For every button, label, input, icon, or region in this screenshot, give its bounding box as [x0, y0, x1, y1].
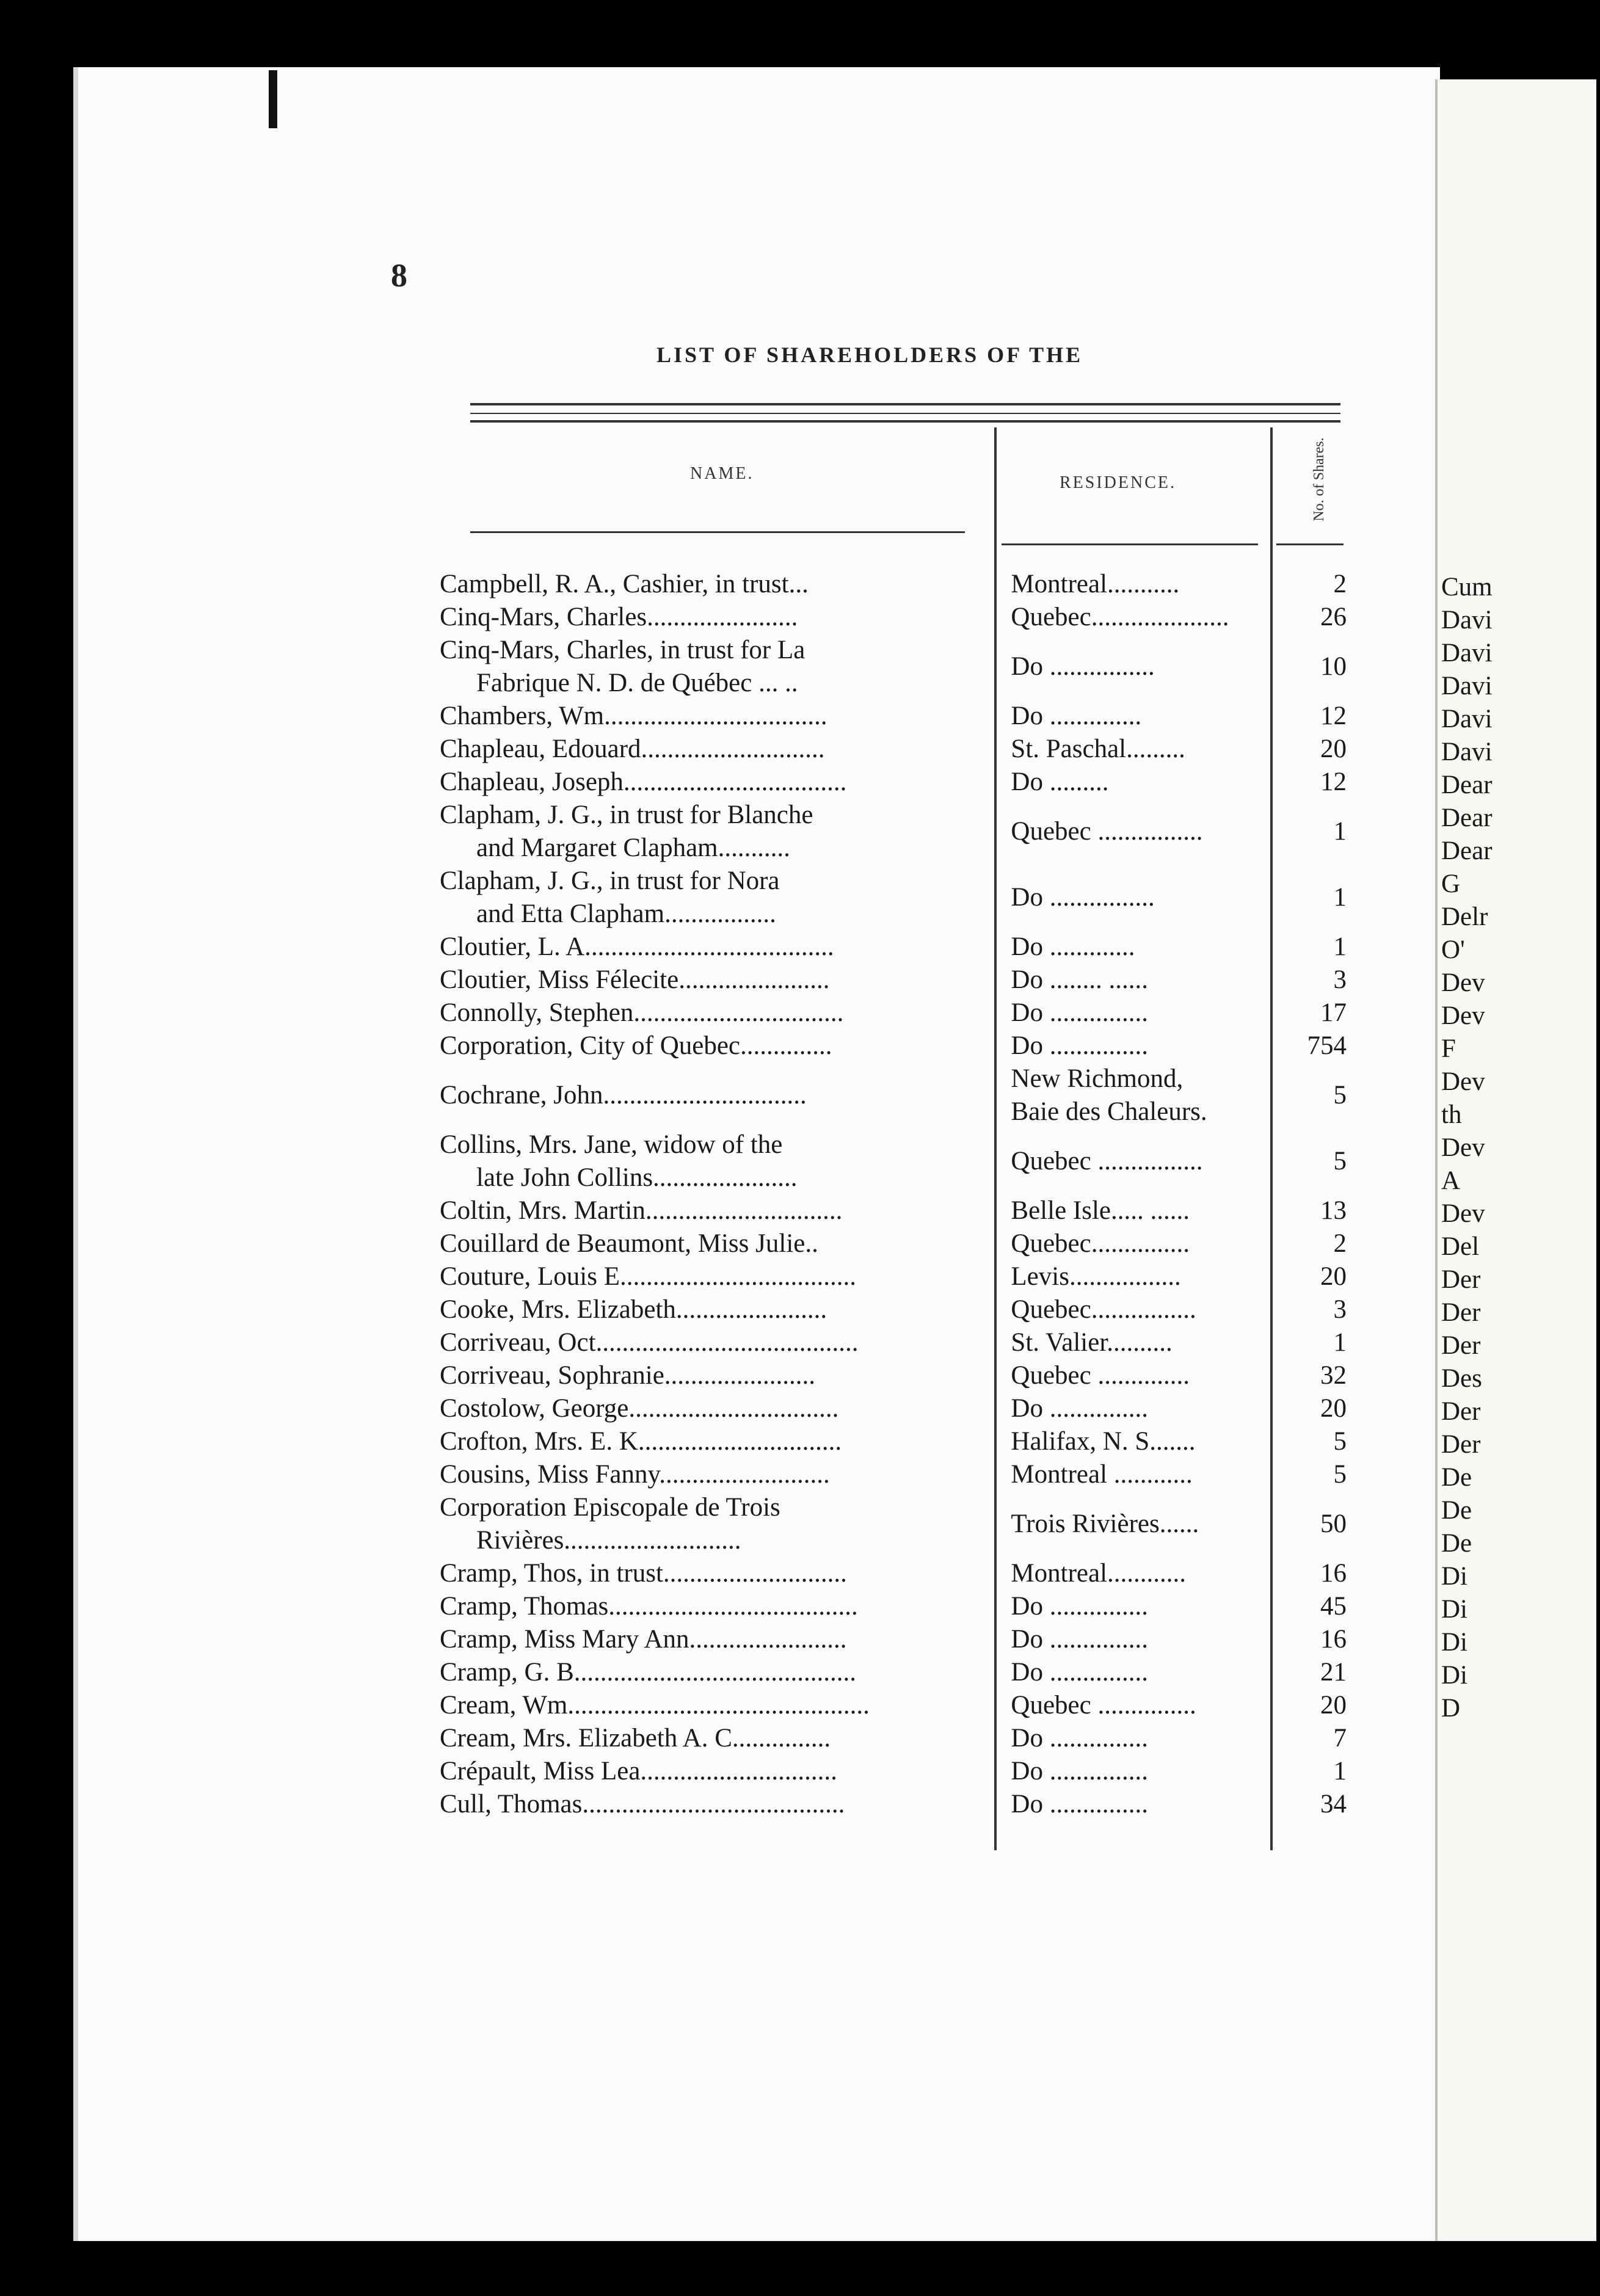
- next-page-fragment: Des: [1441, 1364, 1482, 1393]
- share-count: 5: [1333, 1147, 1347, 1175]
- next-page-fragment: Davi: [1441, 639, 1493, 667]
- share-count: 17: [1320, 998, 1347, 1027]
- residence-line: Do ...............: [1011, 1625, 1148, 1654]
- shareholder-residence: [998, 1260, 1284, 1293]
- shareholder-name: [440, 1458, 998, 1491]
- share-count: 26: [1320, 603, 1347, 631]
- name-line: Clapham, J. G., in trust for Nora: [440, 866, 780, 895]
- name-line: Corriveau, Sophranie.......................: [440, 1361, 816, 1390]
- table-row: [440, 1425, 1347, 1458]
- table-row: [440, 964, 1347, 997]
- shareholder-name: [440, 1359, 998, 1392]
- shareholder-name: [440, 1491, 998, 1557]
- shareholder-name: [440, 766, 998, 799]
- next-page-fragment: Der: [1441, 1298, 1481, 1327]
- residence-line: Do ........ ......: [1011, 965, 1148, 994]
- residence-line: Do ................: [1011, 883, 1155, 912]
- next-page-fragment: Cum: [1441, 573, 1493, 601]
- name-line: Cinq-Mars, Charles, in trust for La: [440, 636, 805, 664]
- next-page-fragment: De: [1441, 1529, 1472, 1558]
- table-row: [440, 634, 1347, 700]
- next-page-fragment: Dev: [1441, 968, 1485, 997]
- table-row: [440, 733, 1347, 766]
- next-page-fragment: F: [1441, 1034, 1456, 1063]
- table-row: [440, 1656, 1347, 1689]
- shareholder-name: [440, 1128, 998, 1194]
- shareholder-name: [440, 1557, 998, 1590]
- residence-line: St. Valier..........: [1011, 1328, 1173, 1357]
- share-count: 20: [1320, 735, 1347, 763]
- residence-line: Quebec ................: [1011, 817, 1203, 846]
- share-count: 21: [1320, 1658, 1347, 1687]
- next-page-fragment: De: [1441, 1496, 1472, 1525]
- name-line: Coltin, Mrs. Martin..............................: [440, 1196, 843, 1225]
- next-page-fragment: Der: [1441, 1397, 1481, 1426]
- name-line: Cramp, Thos, in trust............................: [440, 1559, 847, 1588]
- next-page-fragment: Davi: [1441, 738, 1493, 766]
- residence-line: Do ...............: [1011, 1790, 1148, 1818]
- next-page-fragment: Der: [1441, 1430, 1481, 1459]
- residence-header: RESIDENCE.: [1060, 473, 1176, 492]
- table-row: [440, 601, 1347, 634]
- shareholder-name: [440, 931, 998, 964]
- share-count: 50: [1320, 1509, 1347, 1538]
- shareholder-name: [440, 1590, 998, 1623]
- table-row: [440, 1788, 1347, 1821]
- name-line: Couillard de Beaumont, Miss Julie..: [440, 1229, 818, 1258]
- next-page-fragment: Di: [1441, 1595, 1467, 1624]
- shareholder-residence: [998, 634, 1284, 700]
- shareholder-name: [440, 1293, 998, 1326]
- shareholder-name: [440, 1063, 998, 1128]
- name-line: and Margaret Clapham...........: [476, 834, 790, 862]
- table-row: [440, 700, 1347, 733]
- shareholder-residence: [998, 1293, 1284, 1326]
- table-row: [440, 1590, 1347, 1623]
- residence-line: Do .........: [1011, 768, 1109, 796]
- top-rule-3: [470, 420, 1340, 423]
- shareholder-residence: [998, 1590, 1284, 1623]
- ink-mark: [269, 70, 277, 128]
- share-count: 16: [1320, 1559, 1347, 1588]
- table-row: [440, 1557, 1347, 1590]
- shareholder-residence: [998, 1722, 1284, 1755]
- name-line: Cramp, Thomas......................................: [440, 1592, 858, 1621]
- share-count: 45: [1320, 1592, 1347, 1621]
- shareholder-name: [440, 1623, 998, 1656]
- name-line: Chambers, Wm..................................: [440, 702, 827, 730]
- shareholder-residence: [998, 1030, 1284, 1063]
- shareholder-residence: [998, 1326, 1284, 1359]
- shareholder-residence: [998, 1128, 1284, 1194]
- name-line: Chapleau, Joseph..................................: [440, 768, 847, 796]
- shareholder-residence: [998, 766, 1284, 799]
- name-line: Cloutier, L. A......................................: [440, 932, 834, 961]
- next-page-fragment: Davi: [1441, 606, 1493, 634]
- next-page-fragment: O': [1441, 935, 1465, 964]
- residence-line: Do ...............: [1011, 1757, 1148, 1786]
- next-page-fragment: A: [1441, 1166, 1461, 1195]
- residence-line: Do .............: [1011, 932, 1135, 961]
- next-page-fragment: Di: [1441, 1661, 1467, 1690]
- shareholder-residence: [998, 1788, 1284, 1821]
- shareholder-name: [440, 1260, 998, 1293]
- residence-line: Quebec ...............: [1011, 1691, 1196, 1720]
- table-row: [440, 1359, 1347, 1392]
- shareholder-name: [440, 1656, 998, 1689]
- next-page-fragment: Dev: [1441, 1133, 1485, 1162]
- table-row: [440, 1128, 1347, 1194]
- name-line: Couture, Louis E....................................: [440, 1262, 856, 1291]
- next-page-fragment: Dev: [1441, 1067, 1485, 1096]
- name-line: Cloutier, Miss Félecite.......................: [440, 965, 830, 994]
- next-page-fragment: Dev: [1441, 1199, 1485, 1228]
- table-row: [440, 1063, 1347, 1128]
- residence-line: Do ...............: [1011, 1658, 1148, 1687]
- shareholder-name: [440, 1194, 998, 1227]
- table-row: [440, 1689, 1347, 1722]
- table-row: [440, 1623, 1347, 1656]
- shareholder-residence: [998, 964, 1284, 997]
- next-page-fragment: De: [1441, 1463, 1472, 1492]
- next-page-column: [1441, 571, 1493, 1725]
- shareholder-name: [440, 1755, 998, 1788]
- residence-line: Do ...............: [1011, 998, 1148, 1027]
- name-line: Cramp, Miss Mary Ann........................: [440, 1625, 847, 1654]
- name-line: Cinq-Mars, Charles.......................: [440, 603, 798, 631]
- shareholder-name: [440, 634, 998, 700]
- share-count: 1: [1333, 817, 1347, 846]
- share-count: 7: [1333, 1724, 1347, 1753]
- name-line: late John Collins......................: [476, 1163, 798, 1192]
- next-page-fragment: Davi: [1441, 672, 1493, 700]
- running-title: LIST OF SHAREHOLDERS OF THE: [656, 343, 1083, 367]
- residence-line: Quebec ..............: [1011, 1361, 1190, 1390]
- shareholder-residence: [998, 601, 1284, 634]
- next-page-fragment: D: [1441, 1694, 1461, 1723]
- share-count: 5: [1333, 1427, 1347, 1456]
- header-rule: [470, 531, 965, 533]
- header-rule: [1276, 543, 1344, 545]
- next-page-fragment: Dev: [1441, 1001, 1485, 1030]
- share-count: 34: [1320, 1790, 1347, 1818]
- residence-line: Do ...............: [1011, 1592, 1148, 1621]
- shareholder-name: [440, 1227, 998, 1260]
- share-count: 13: [1320, 1196, 1347, 1225]
- residence-line: New Richmond,: [1011, 1064, 1184, 1093]
- shareholder-name: [440, 1326, 998, 1359]
- shareholder-name: [440, 1392, 998, 1425]
- table-row: [440, 1030, 1347, 1063]
- share-count: 12: [1320, 768, 1347, 796]
- shareholder-name: [440, 1425, 998, 1458]
- name-line: Collins, Mrs. Jane, widow of the: [440, 1130, 783, 1159]
- shareholder-residence: [998, 1063, 1284, 1128]
- table-row: [440, 931, 1347, 964]
- shareholder-name: [440, 964, 998, 997]
- next-page-fragment: Davi: [1441, 705, 1493, 733]
- page-number: 8: [391, 257, 407, 294]
- shareholder-residence: [998, 733, 1284, 766]
- share-count: 32: [1320, 1361, 1347, 1390]
- next-page-fragment: Di: [1441, 1628, 1467, 1657]
- shareholder-name: [440, 997, 998, 1030]
- shareholder-name: [440, 568, 998, 601]
- name-header: NAME.: [690, 464, 754, 483]
- residence-line: Quebec...............: [1011, 1229, 1190, 1258]
- share-count: 20: [1320, 1691, 1347, 1720]
- name-line: Crépault, Miss Lea..............................: [440, 1757, 837, 1786]
- shareholder-name: [440, 799, 998, 865]
- residence-line: Trois Rivières......: [1011, 1509, 1199, 1538]
- share-count: 10: [1320, 652, 1347, 681]
- shares-header: No. of Shares.: [1311, 437, 1327, 521]
- next-page-fragment: Dear: [1441, 804, 1493, 832]
- next-page-fragment: th: [1441, 1100, 1462, 1129]
- share-count: 2: [1333, 570, 1347, 598]
- table-row: [440, 1194, 1347, 1227]
- table-row: [440, 1227, 1347, 1260]
- table-row: [440, 1722, 1347, 1755]
- shareholder-name: [440, 1722, 998, 1755]
- top-rule-2: [470, 413, 1340, 414]
- name-line: Corporation Episcopale de Trois: [440, 1493, 780, 1522]
- next-page-fragment: Delr: [1441, 903, 1488, 931]
- next-page-fragment: Di: [1441, 1562, 1467, 1591]
- share-count: 3: [1333, 965, 1347, 994]
- table-row: [440, 997, 1347, 1030]
- residence-line: Do ...............: [1011, 1394, 1148, 1423]
- shareholder-residence: [998, 1491, 1284, 1557]
- name-line: Rivières...........................: [476, 1526, 741, 1555]
- next-page-fragment: G: [1441, 870, 1461, 898]
- share-count: 1: [1333, 932, 1347, 961]
- name-line: Crofton, Mrs. E. K...............................: [440, 1427, 842, 1456]
- table-row: [440, 1458, 1347, 1491]
- next-page-fragment: Der: [1441, 1265, 1481, 1294]
- name-line: Clapham, J. G., in trust for Blanche: [440, 801, 813, 829]
- shareholder-name: [440, 601, 998, 634]
- shareholder-residence: [998, 1458, 1284, 1491]
- shareholder-name: [440, 733, 998, 766]
- residence-line: St. Paschal.........: [1011, 735, 1185, 763]
- share-count: 1: [1333, 1328, 1347, 1357]
- name-line: Cull, Thomas........................................: [440, 1790, 845, 1818]
- name-line: Corriveau, Oct........................................: [440, 1328, 859, 1357]
- name-line: Chapleau, Edouard............................: [440, 735, 825, 763]
- name-line: Cochrane, John...............................: [440, 1081, 807, 1110]
- table-row: [440, 1293, 1347, 1326]
- name-line: Corporation, City of Quebec..............: [440, 1031, 832, 1060]
- shareholder-residence: [998, 700, 1284, 733]
- name-line: and Etta Clapham.................: [476, 899, 776, 928]
- residence-line: Montreal...........: [1011, 570, 1180, 598]
- name-line: Costolow, George................................: [440, 1394, 839, 1423]
- header-rule: [1002, 543, 1258, 545]
- name-line: Cramp, G. B...........................................: [440, 1658, 857, 1687]
- name-line: Cousins, Miss Fanny..........................: [440, 1460, 830, 1489]
- residence-line: Do ...............: [1011, 1031, 1148, 1060]
- share-count: 754: [1307, 1031, 1347, 1060]
- shareholder-name: [440, 1788, 998, 1821]
- share-count: 3: [1333, 1295, 1347, 1324]
- shareholder-residence: [998, 1425, 1284, 1458]
- shareholder-residence: [998, 1656, 1284, 1689]
- share-count: 20: [1320, 1394, 1347, 1423]
- table-row: [440, 1392, 1347, 1425]
- residence-line: Do ...............: [1011, 1724, 1148, 1753]
- share-count: 1: [1333, 883, 1347, 912]
- residence-line: Quebec................: [1011, 1295, 1196, 1324]
- share-count: 20: [1320, 1262, 1347, 1291]
- name-line: Cream, Wm..............................................: [440, 1691, 870, 1720]
- next-page-fragment: Dear: [1441, 771, 1493, 799]
- shareholder-residence: [998, 799, 1284, 865]
- share-count: 1: [1333, 1757, 1347, 1786]
- table-row: [440, 1491, 1347, 1557]
- name-line: Cooke, Mrs. Elizabeth.......................: [440, 1295, 827, 1324]
- residence-line: Baie des Chaleurs.: [1011, 1097, 1207, 1126]
- table-row: [440, 1755, 1347, 1788]
- shareholder-residence: [998, 1557, 1284, 1590]
- residence-line: Montreal ............: [1011, 1460, 1193, 1489]
- residence-line: Belle Isle..... ......: [1011, 1196, 1190, 1225]
- share-count: 5: [1333, 1460, 1347, 1489]
- shareholder-residence: [998, 865, 1284, 931]
- shareholder-residence: [998, 1755, 1284, 1788]
- residence-line: Halifax, N. S.......: [1011, 1427, 1196, 1456]
- shareholder-residence: [998, 1689, 1284, 1722]
- shareholder-name: [440, 700, 998, 733]
- residence-line: Do ................: [1011, 652, 1155, 681]
- name-line: Campbell, R. A., Cashier, in trust...: [440, 570, 809, 598]
- share-count: 12: [1320, 702, 1347, 730]
- residence-line: Quebec.....................: [1011, 603, 1229, 631]
- table-row: [440, 766, 1347, 799]
- shareholder-name: [440, 1689, 998, 1722]
- residence-line: Do ..............: [1011, 702, 1142, 730]
- name-line: Fabrique N. D. de Québec ... ..: [476, 669, 798, 697]
- residence-line: Levis.................: [1011, 1262, 1181, 1291]
- next-page-fragment: Dear: [1441, 837, 1493, 865]
- shareholder-name: [440, 1030, 998, 1063]
- shareholder-residence: [998, 1392, 1284, 1425]
- residence-line: Quebec ................: [1011, 1147, 1203, 1175]
- shareholders-table: [440, 568, 1347, 1821]
- shareholder-residence: [998, 997, 1284, 1030]
- shareholder-residence: [998, 568, 1284, 601]
- table-row: [440, 1260, 1347, 1293]
- next-page-fragment: Del: [1441, 1232, 1480, 1261]
- residence-line: Montreal............: [1011, 1559, 1187, 1588]
- share-count: 5: [1333, 1081, 1347, 1110]
- name-line: Cream, Mrs. Elizabeth A. C...............: [440, 1724, 831, 1753]
- shareholder-residence: [998, 931, 1284, 964]
- table-row: [440, 568, 1347, 601]
- next-page-fragment: Der: [1441, 1331, 1481, 1360]
- table-row: [440, 1326, 1347, 1359]
- table-row: [440, 865, 1347, 931]
- top-rule: [470, 403, 1340, 405]
- table-row: [440, 799, 1347, 865]
- share-count: 16: [1320, 1625, 1347, 1654]
- shareholder-residence: [998, 1227, 1284, 1260]
- name-line: Connolly, Stephen................................: [440, 998, 844, 1027]
- shareholder-residence: [998, 1623, 1284, 1656]
- share-count: 2: [1333, 1229, 1347, 1258]
- shareholder-residence: [998, 1194, 1284, 1227]
- shareholder-residence: [998, 1359, 1284, 1392]
- shareholder-name: [440, 865, 998, 931]
